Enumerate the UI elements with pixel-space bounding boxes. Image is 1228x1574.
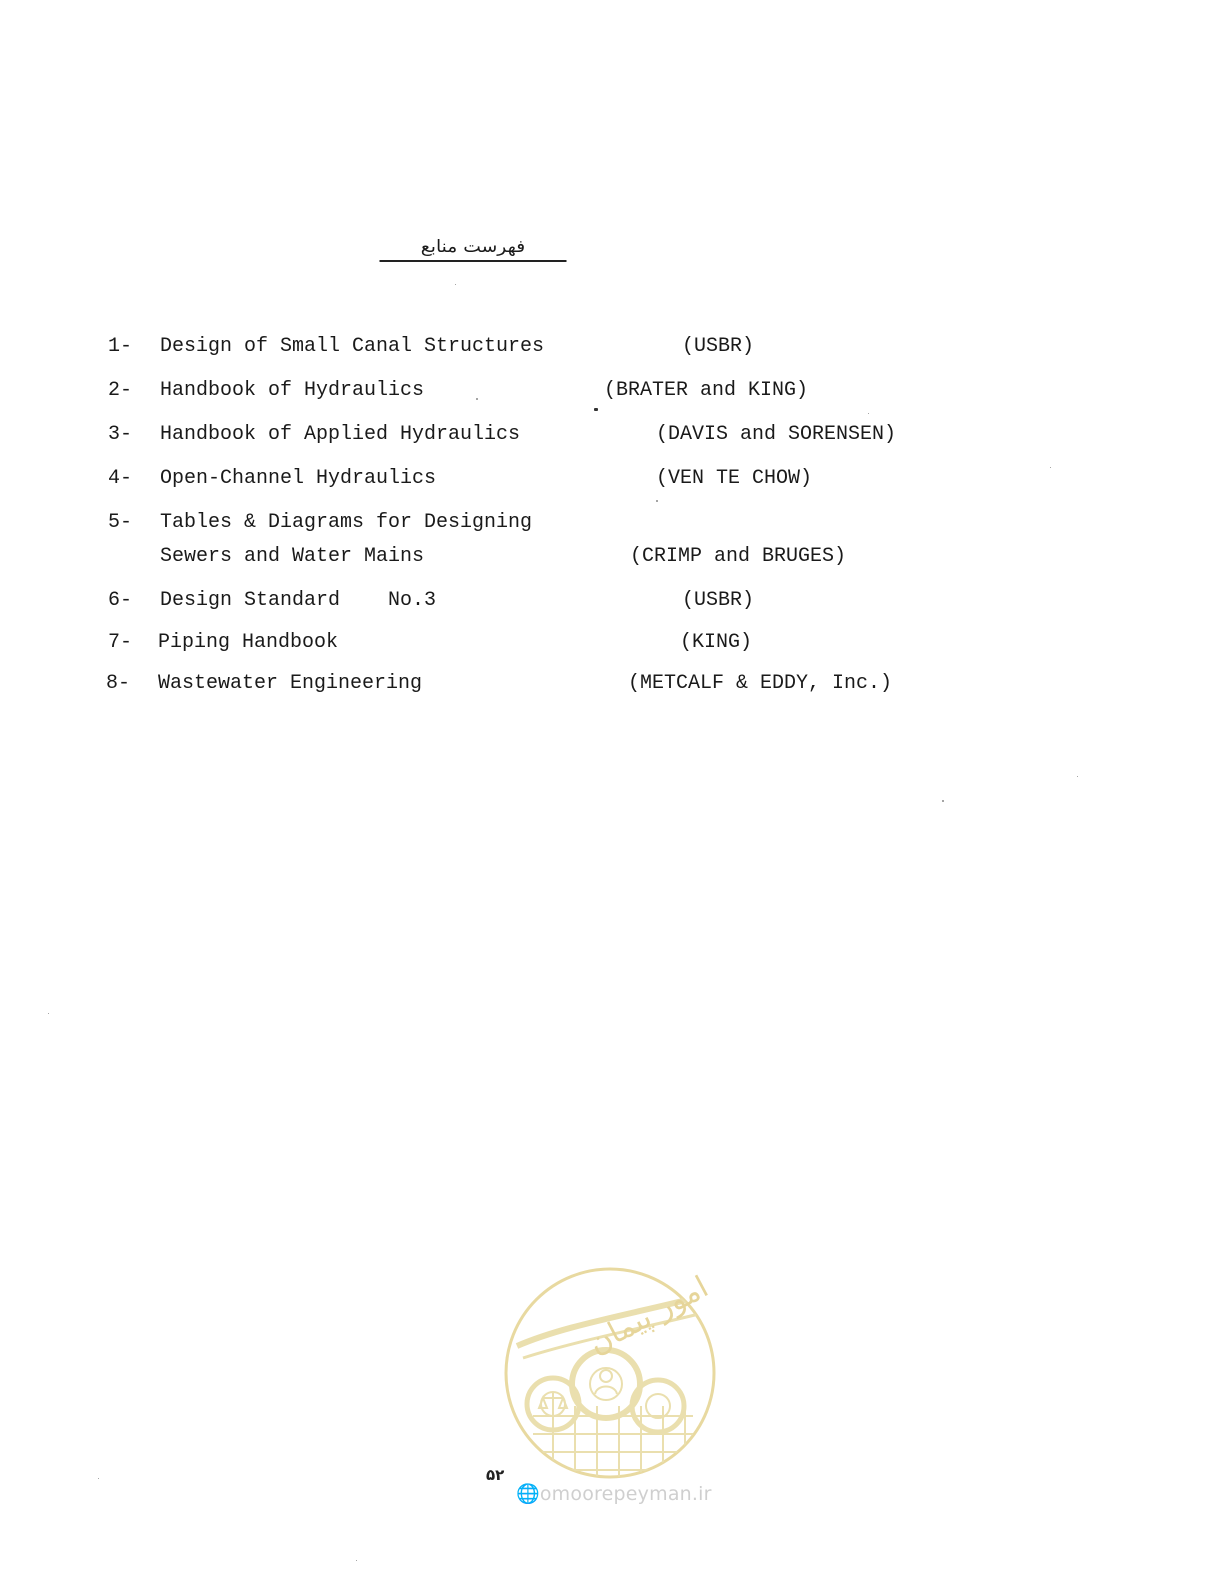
reference-title: Piping Handbook [158,631,339,654]
reference-title: Design of Small Canal Structures [160,335,545,358]
reference-number: 7- [108,631,133,654]
omoorepeyman-logo [503,1266,717,1480]
scan-speck [1077,776,1078,777]
reference-title-line2: Sewers and Water Mains [160,545,425,568]
page-number: ۵۲ [486,1466,505,1484]
reference-title: Open-Channel Hydraulics [160,467,437,490]
reference-title: Wastewater Engineering [158,672,423,695]
reference-author: (USBR) [682,589,755,612]
reference-number: 4- [108,467,133,490]
globe-icon: 🌐 [516,1483,540,1505]
reference-author: (METCALF & EDDY, Inc.) [628,672,893,695]
scan-speck [942,800,944,802]
seal-text: امور پیمان [583,1269,715,1362]
reference-number: 8- [106,672,131,695]
watermark-text: omoorepeyman.ir [539,1483,712,1505]
reference-title: Design Standard No.3 [160,589,437,612]
scan-speck [476,398,478,400]
scan-speck [868,413,869,414]
reference-number: 5- [108,511,133,534]
reference-author: (DAVIS and SORENSEN) [656,423,897,446]
reference-number: 2- [108,379,133,402]
page-title: فهرست منابع [380,236,567,262]
scan-speck [594,408,598,411]
scan-speck [98,1478,99,1479]
reference-author: (VEN TE CHOW) [656,467,813,490]
scan-speck [656,500,658,502]
reference-title: Handbook of Applied Hydraulics [160,423,521,446]
reference-number: 3- [108,423,133,446]
scan-speck [48,1013,49,1014]
scan-speck [455,284,456,285]
watermark [516,1482,712,1505]
reference-author: (BRATER and KING) [604,379,809,402]
scan-speck [356,1560,357,1561]
reference-author: (USBR) [682,335,755,358]
reference-author: (KING) [680,631,753,654]
scan-speck [1050,467,1051,468]
reference-number: 1- [108,335,133,358]
reference-title: Tables & Diagrams for Designing [160,511,533,534]
reference-title: Handbook of Hydraulics [160,379,425,402]
reference-number: 6- [108,589,133,612]
reference-author: (CRIMP and BRUGES) [630,545,847,568]
